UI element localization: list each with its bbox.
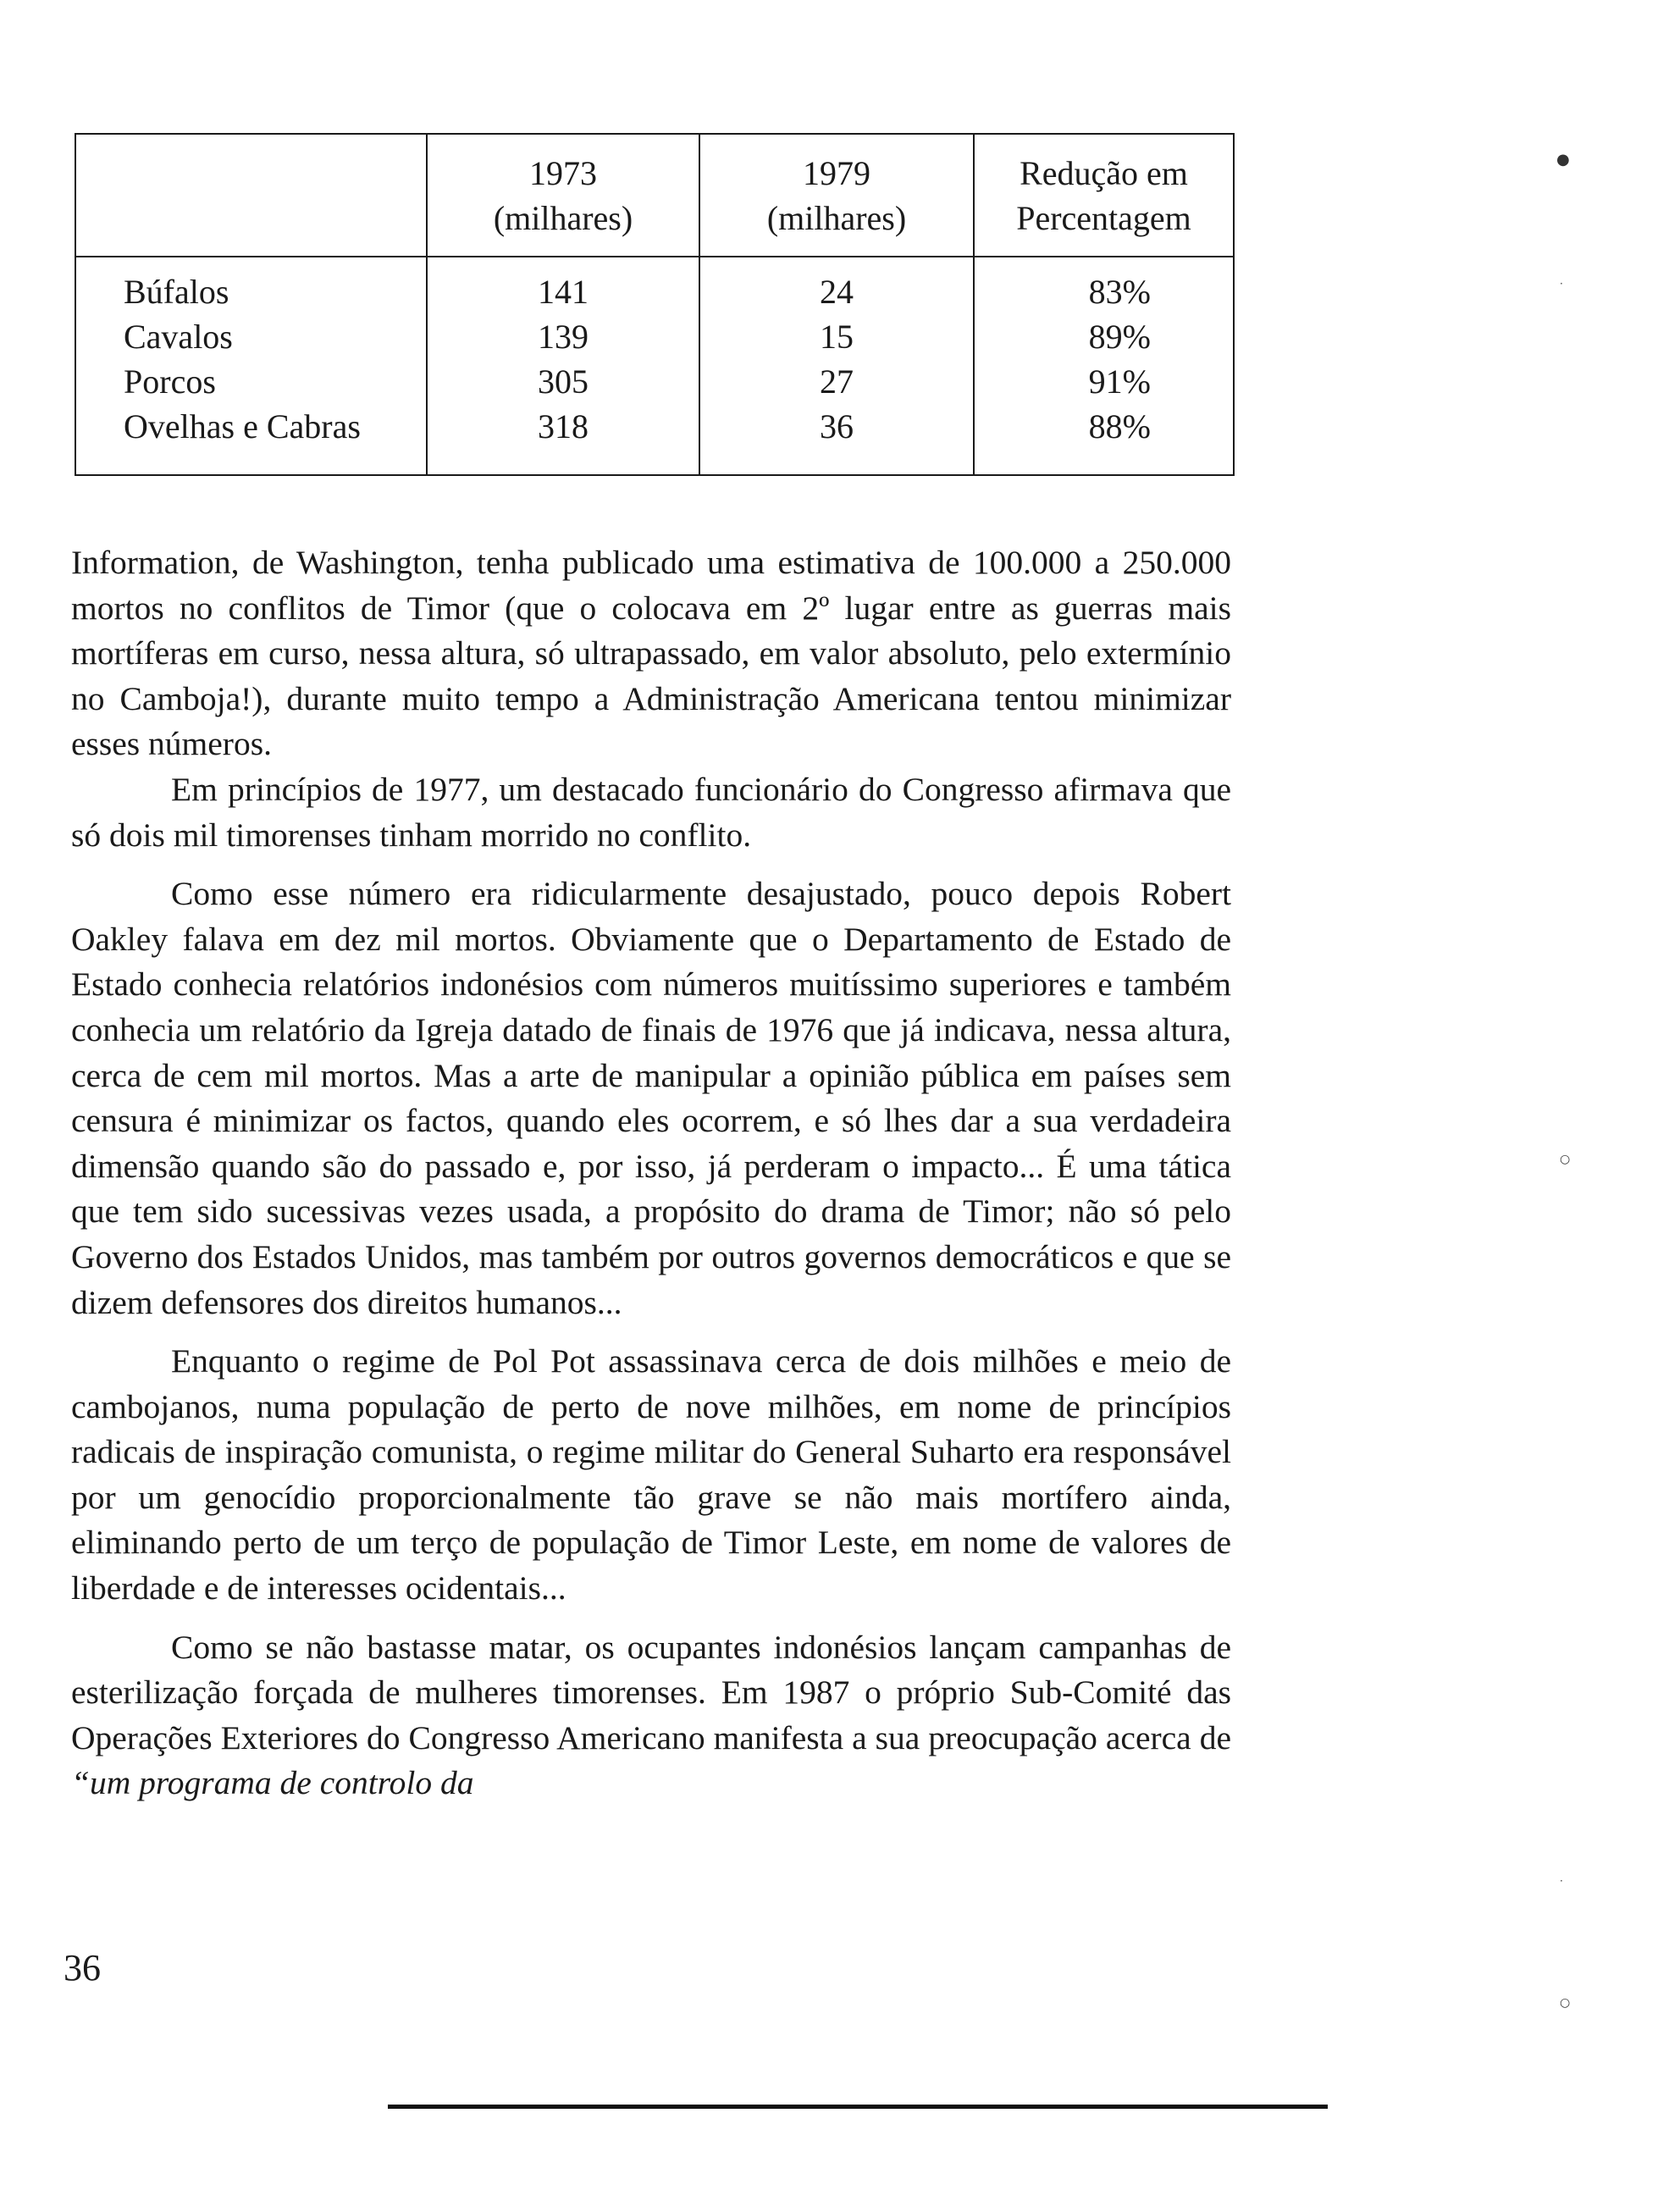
value-1979: 15 <box>820 318 854 356</box>
italic-quote: “um programa de controlo da <box>71 1764 474 1802</box>
scan-speck: ○ <box>1560 1153 1571 1166</box>
scan-speck: ○ <box>1560 1996 1571 2010</box>
paragraph: Information, de Washington, tenha publicado uma estimativa de 100.000 a 250.000 mortos no conflitos de Timor (que o colocava em 2º lugar entre as guerras mais mortíferas em curso, nessa altura, só ultrapassado, em valor absoluto, pelo extermínio no Camboja!), durante muito tempo a Administração Americana tentou minimizar esses números. <box>71 544 1231 763</box>
header-reduction-line2: Percentagem <box>1016 198 1191 237</box>
animal-label: Porcos <box>124 362 216 401</box>
paragraph: Em princípios de 1977, um destacado funcionário do Congresso afirmava que só dois mil timorenses tinham morrido no conflito. <box>71 770 1231 854</box>
paragraph-last <box>71 1625 1231 1806</box>
scan-speck: ● <box>1556 151 1570 169</box>
value-reduction: 89% <box>1088 318 1151 356</box>
header-1979 <box>699 134 974 257</box>
table-body-row <box>75 257 1234 475</box>
table-header-row <box>75 134 1234 257</box>
paragraph: Como esse número era ridicularmente desajustado, pouco depois Robert Oakley falava em dez mil mortos. Obviamente que o Departamento de Estado de Estado conhecia relatórios indonésios com números muitíssimo superiores e também conhecia um relatório da Igreja datado de finais de 1976 que já indicava, nessa altura, cerca de cem mil mortos. Mas a arte de manipular a opinião pública em países sem censura é minimizar os factos, quando eles ocorrem, e só lhes dar a sua verdadeira dimensão quando são do passado e, por isso, já perderam o impacto... É uma tática que tem sido sucessivas vezes usada, a propósito do drama de Timor; não só pelo Governo dos Estados Unidos, mas também por outros governos democráticos e que se dizem defensores dos direitos humanos... <box>71 875 1231 1321</box>
header-empty <box>75 134 427 257</box>
page-number: 36 <box>64 1947 101 1989</box>
header-reduction <box>974 134 1234 257</box>
body-text <box>71 540 1231 1806</box>
paragraph-text: Como se não bastasse matar, os ocupantes indonésios lançam campanhas de esterilização forçada de mulheres timorenses. Em 1987 o próprio Sub-Comité das Operações Exteriores do Congresso Americano manifesta a sua preocupação acerca de <box>71 1628 1231 1756</box>
bottom-rule <box>388 2105 1328 2109</box>
value-1973: 305 <box>538 362 589 401</box>
header-1979-year: 1979 <box>803 153 870 192</box>
scan-speck: · <box>1560 278 1563 290</box>
header-1979-unit: (milhares) <box>766 198 907 237</box>
animal-label: Búfalos <box>124 273 229 311</box>
value-reduction: 88% <box>1088 407 1151 445</box>
column-1973 <box>427 257 699 475</box>
scan-speck: · <box>1560 1875 1563 1887</box>
animal-label: Ovelhas e Cabras <box>124 407 361 445</box>
header-1973-year: 1973 <box>529 153 597 192</box>
value-1973: 139 <box>538 318 589 356</box>
value-1979: 36 <box>820 407 854 445</box>
value-1973: 318 <box>538 407 589 445</box>
paragraph: Enquanto o regime de Pol Pot assassinava cerca de dois milhões e meio de cambojanos, numa população de perto de nove milhões, em nome de princípios radicais de inspiração comunista, o regime militar do General Suharto era responsável por um genocídio proporcionalmente tão grave se não mais mortífero ainda, eliminando perto de um terço de população de Timor Leste, em nome de valores de liberdade e de interesses ocidentais... <box>71 1342 1231 1607</box>
header-reduction-line1: Redução em <box>1020 153 1188 192</box>
header-1973-unit: (milhares) <box>493 198 633 237</box>
value-reduction: 91% <box>1088 362 1151 401</box>
header-1973 <box>427 134 699 257</box>
animal-column <box>75 257 427 475</box>
animal-label: Cavalos <box>124 318 233 356</box>
value-1973: 141 <box>538 273 589 311</box>
column-1979 <box>699 257 974 475</box>
column-reduction <box>974 257 1234 475</box>
livestock-table <box>75 133 1235 476</box>
livestock-table-container <box>75 133 1235 476</box>
value-reduction: 83% <box>1088 273 1151 311</box>
value-1979: 27 <box>820 362 854 401</box>
value-1979: 24 <box>820 273 854 311</box>
